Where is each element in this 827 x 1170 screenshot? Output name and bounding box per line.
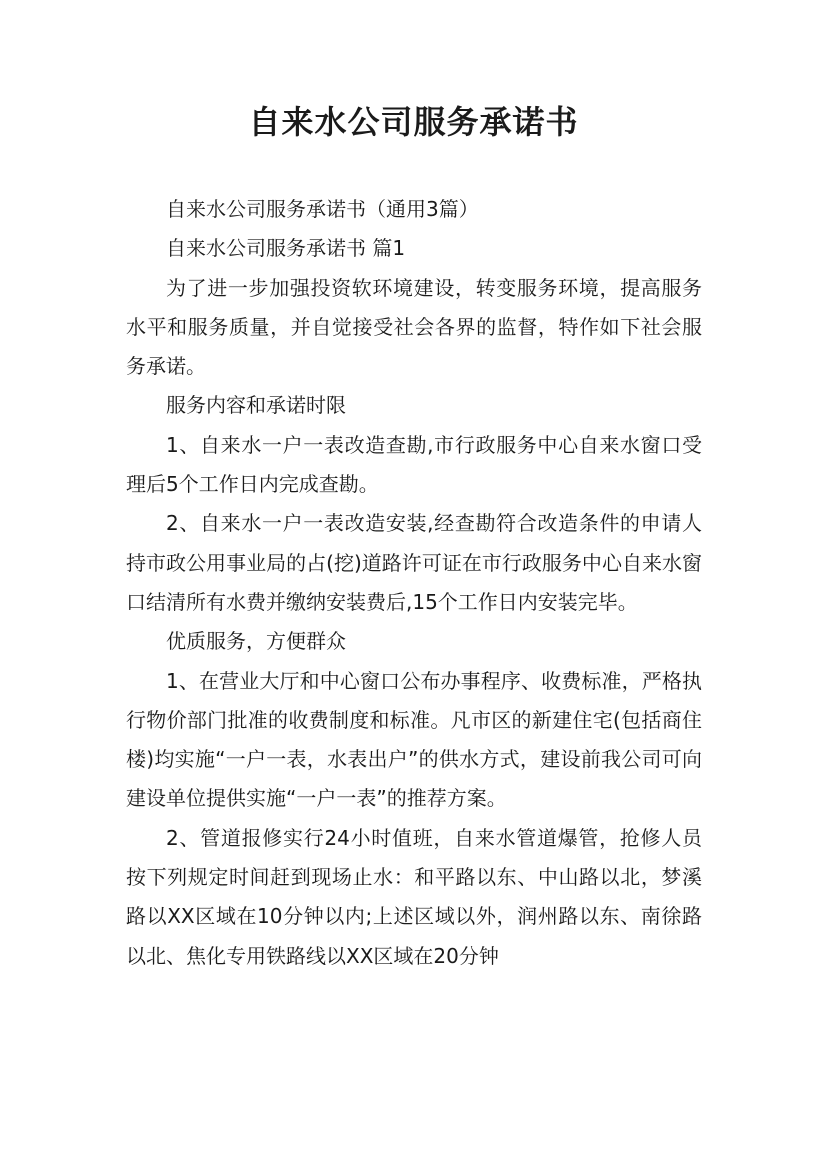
paragraph-heading-service-content: 服务内容和承诺时限 — [166, 393, 346, 418]
paragraph-section-heading: 自来水公司服务承诺书 篇1 — [166, 236, 406, 261]
paragraph-item-hall-publication: 1、在营业大厅和中心窗口公布办事程序、收费标准，严格执行物价部门批准的收费制度和标准。凡市区的新建住宅(包括商住楼)均实施“一户一表，水表出户”的供水方式，建设前我公司可向建设单位提供实施“一户一表”的推荐方案。 — [126, 668, 702, 811]
paragraph-subtitle: 自来水公司服务承诺书（通用3篇） — [166, 197, 479, 221]
paragraph-item-installation: 2、自来水一户一表改造安装,经查勘符合改造条件的申请人持市政公用事业局的占(挖)道路许可证在市行政服务中心自来水窗口结清所有水费并缴纳安装费后,15个工作日内安装完毕。 — [126, 511, 702, 614]
document-title: 自来水公司服务承诺书 — [248, 103, 579, 141]
paragraph-heading-quality-service: 优质服务，方便群众 — [166, 629, 346, 654]
paragraph-intro: 为了进一步加强投资软环境建设，转变服务环境，提高服务水平和服务质量，并自觉接受社会各界的监督，特作如下社会服务承诺。 — [126, 275, 702, 379]
paragraph-item-repair-duty: 2、管道报修实行24小时值班，自来水管道爆管，抢修人员按下列规定时间赶到现场止水：和平路以东、中山路以北，梦溪路以XX区域在10分钟以内;上述区域以外，润州路以东、南徐路以北、焦化专用铁路线以XX区域在20分钟 — [126, 825, 702, 968]
document-body — [126, 190, 702, 976]
paragraph-item-survey: 1、自来水一户一表改造查勘,市行政服务中心自来水窗口受理后5个工作日内完成查勘。 — [126, 432, 702, 497]
